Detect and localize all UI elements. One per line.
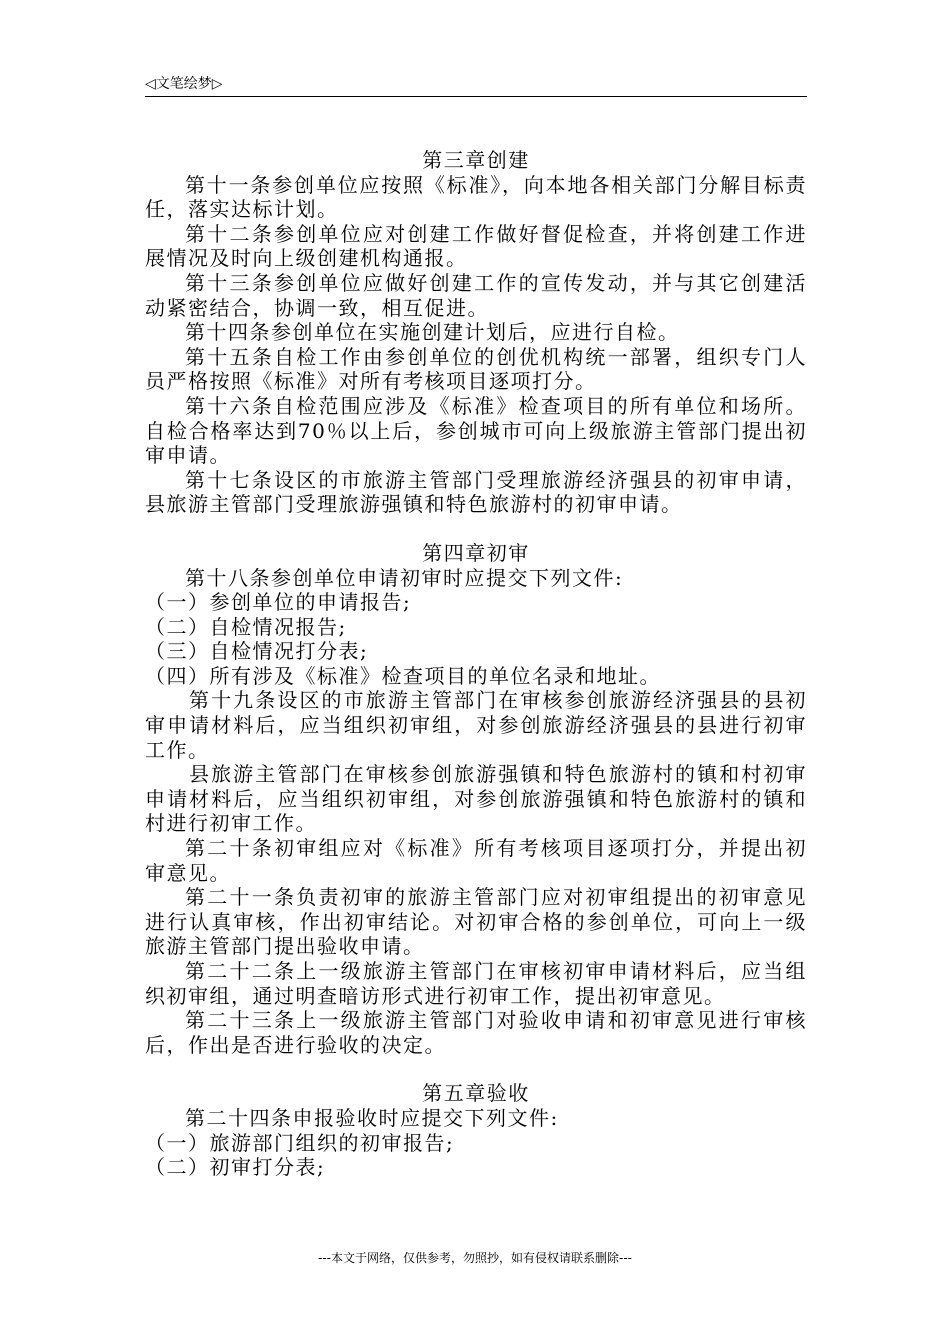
article-14: 第十四条参创单位在实施创建计划后，应进行自检。 <box>185 320 680 345</box>
list-item: （四）所有涉及《标准》检查项目的单位名录和地址。 <box>145 663 661 688</box>
article-18: 第十八条参创单位申请初审时应提交下列文件: <box>185 565 624 590</box>
chapter-title: 第三章创建 <box>422 148 530 172</box>
article-20: 第二十条初审组应对《标准》所有考核项目逐项打分，并提出初审意见。 <box>145 836 807 885</box>
document-body <box>145 148 807 1180</box>
article-23: 第二十三条上一级旅游主管部门对验收申请和初审意见进行审核后，作出是否进行验收的决定。 <box>145 1008 807 1057</box>
article-19-county: 县旅游主管部门在审核参创旅游强镇和特色旅游村的镇和村初审申请材料后，应当组织初审组，对参创旅游强镇和特色旅游村的镇和村进行初审工作。 <box>145 762 807 836</box>
list-item: （二）初审打分表; <box>145 1155 326 1180</box>
article-21: 第二十一条负责初审的旅游主管部门应对初审组提出的初审意见进行认真审核，作出初审结论。对初审合格的参创单位，可向上一级旅游主管部门提出验收申请。 <box>145 885 807 959</box>
list-item: （二）自检情况报告; <box>145 614 347 639</box>
list-item: （三）自检情况打分表; <box>145 639 369 664</box>
article-24: 第二十四条申报验收时应提交下列文件: <box>185 1105 559 1130</box>
article-16: 第十六条自检范围应涉及《标准》检查项目的所有单位和场所。自检合格率达到70％以上后，参创城市可向上级旅游主管部门提出初审申请。 <box>145 393 807 468</box>
article-22: 第二十二条上一级旅游主管部门在审核初审申请材料后，应当组织初审组，通过明查暗访形式进行初审工作，提出初审意见。 <box>145 959 807 1008</box>
article-19: 第十九条设区的市旅游主管部门在审核参创旅游经济强县的县初审申请材料后，应当组织初审组，对参创旅游经济强县的县进行初审工作。 <box>145 688 807 762</box>
list-item: （一）参创单位的申请报告; <box>145 590 412 615</box>
article-15: 第十五条自检工作由参创单位的创优机构统一部署，组织专门人员严格按照《标准》对所有考核项目逐项打分。 <box>145 344 807 394</box>
article-11: 第十一条参创单位应按照《标准》，向本地各相关部门分解目标责任，落实达标计划。 <box>145 172 807 222</box>
article-17: 第十七条设区的市旅游主管部门受理旅游经济强县的初审申请，县旅游主管部门受理旅游强镇和特色旅游村的初审申请。 <box>145 467 807 517</box>
list-item: （一）旅游部门组织的初审报告; <box>145 1130 455 1155</box>
article-13: 第十三条参创单位应做好创建工作的宣传发动，并与其它创建活动紧密结合，协调一致，相互促进。 <box>145 270 807 320</box>
footer-text: ---本文于网络，仅供参考，勿照抄，如有侵权请联系删除--- <box>318 1251 632 1265</box>
header-text: ◁文笔绘梦▷ <box>145 76 223 92</box>
article-12: 第十二条参创单位应对创建工作做好督促检查，并将创建工作进展情况及时向上级创建机构通报。 <box>145 221 807 271</box>
chapter-title: 第五章验收 <box>422 1081 530 1106</box>
chapter-title: 第四章初审 <box>422 540 530 565</box>
page-footer <box>0 1250 950 1266</box>
page-header <box>145 74 807 97</box>
